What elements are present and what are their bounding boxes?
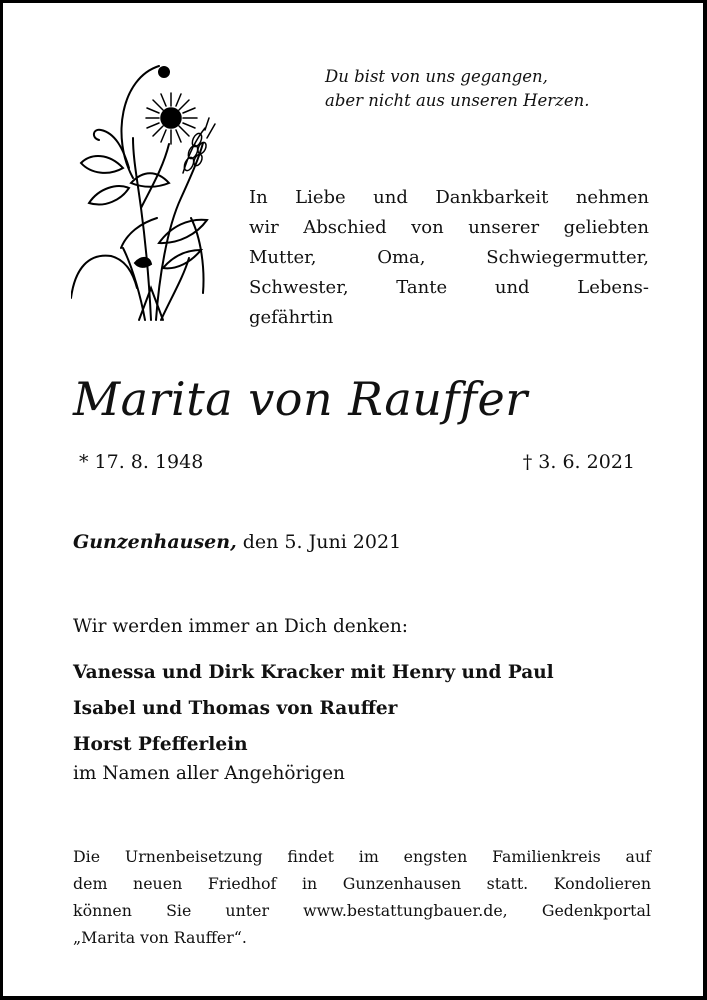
mourners-intro: Wir werden immer an Dich denken: xyxy=(73,616,408,637)
place-name: Gunzenhausen, xyxy=(73,531,237,553)
mourner-entry: Vanessa und Dirk Kracker mit Henry und Paul xyxy=(73,662,554,683)
intro-line: In Liebe und Dankbarkeit nehmen xyxy=(249,187,649,208)
death-date: † 3. 6. 2021 xyxy=(522,451,635,473)
intro-line: gefährtin xyxy=(249,307,334,328)
mourners-list xyxy=(73,655,554,763)
burial-notice xyxy=(73,843,651,951)
on-behalf-text: im Namen aller Angehörigen xyxy=(73,763,345,784)
place-and-date xyxy=(73,531,401,553)
mourner-entry: Isabel und Thomas von Rauffer xyxy=(73,698,398,719)
deceased-name: Marita von Rauffer xyxy=(73,372,528,426)
cornflower-wheat-illustration-icon xyxy=(71,58,221,323)
intro-line: Schwester, Tante und Lebens- xyxy=(249,277,649,298)
mourner-entry: Horst Pfefferlein xyxy=(73,734,248,755)
notice-date: den 5. Juni 2021 xyxy=(242,531,402,553)
intro-line: wir Abschied von unserer geliebten xyxy=(249,217,649,238)
notice-line: Die Urnenbeisetzung findet im engsten Familienkreis auf xyxy=(73,847,651,866)
notice-line: dem neuen Friedhof in Gunzenhausen statt. Kondolieren xyxy=(73,874,651,893)
epigraph xyxy=(325,65,590,113)
intro-line: Mutter, Oma, Schwiegermutter, xyxy=(249,247,649,268)
intro-text xyxy=(249,183,649,333)
epigraph-line-2: aber nicht aus unseren Herzen. xyxy=(325,91,590,110)
epigraph-line-1: Du bist von uns gegangen, xyxy=(325,67,548,86)
notice-line: können Sie unter www.bestattungbauer.de, Gedenkportal xyxy=(73,901,651,920)
birth-date: * 17. 8. 1948 xyxy=(79,451,204,473)
notice-line: „Marita von Rauffer“. xyxy=(73,928,247,947)
